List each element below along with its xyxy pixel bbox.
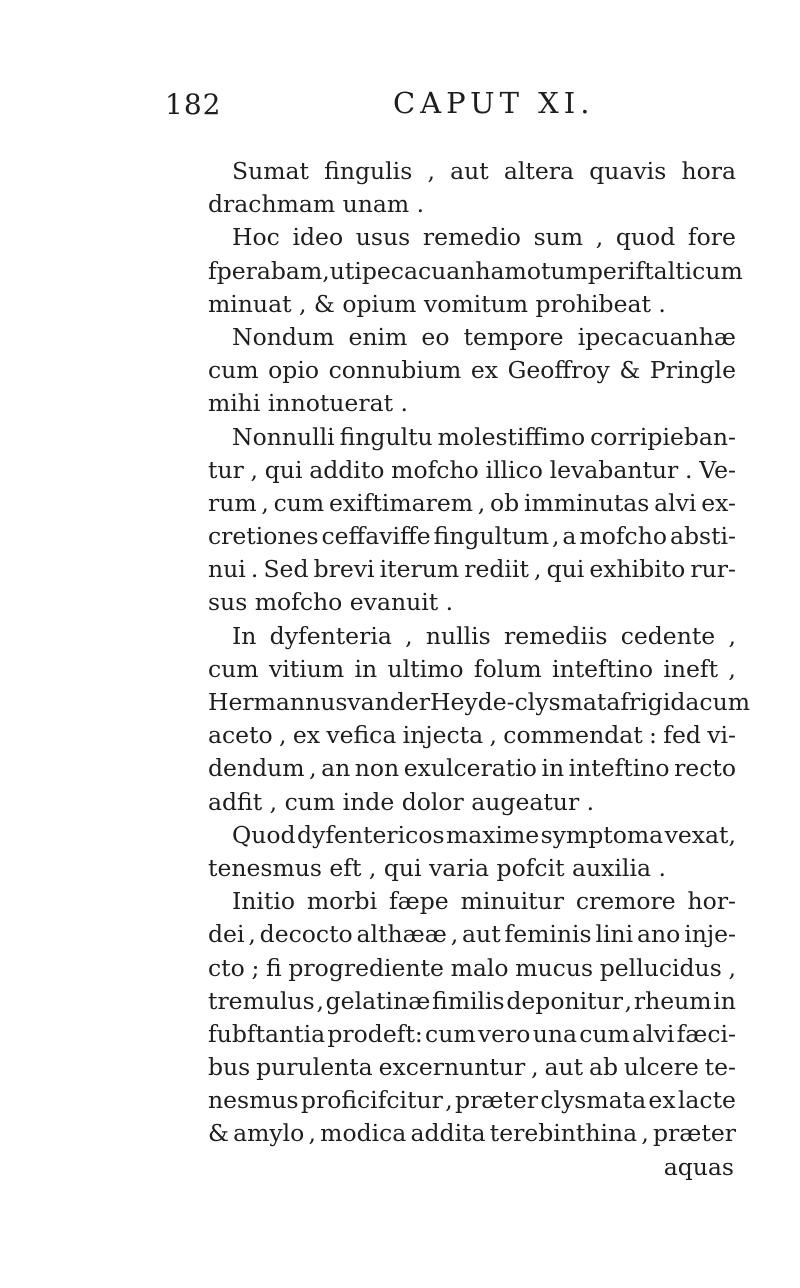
text-line: fubftantia prodeft: cum vero una cum alvi fæci-	[208, 1019, 736, 1048]
text-line: Hermannus van der Heyde-clysmata frigida cum	[208, 688, 751, 716]
text-line: Quod dyfentericos maxime symptoma vexat,	[232, 820, 736, 849]
page-number: 182	[165, 88, 222, 121]
text-line: minuat , & opium vomitum prohibeat .	[208, 289, 666, 318]
text-line: bus purulenta excernuntur , aut ab ulcere te-	[208, 1053, 736, 1082]
text-line: aceto , ex vefica injecta , commendat : fed vi-	[208, 721, 736, 750]
text-line: nui . Sed brevi iterum rediit , qui exhibito rur-	[208, 555, 736, 584]
text-line: & amylo , modica addita terebinthina , præter	[208, 1119, 736, 1148]
text-line: sus mofcho evanuit .	[208, 588, 454, 617]
text-line: mihi innotuerat .	[208, 389, 408, 418]
text-line: cum opio connubium ex Geoffroy & Pringle	[208, 356, 736, 385]
text-line: Sumat fingulis , aut altera quavis hora	[232, 157, 736, 185]
text-line: cto ; fi progrediente malo mucus pellucidus ,	[208, 953, 736, 982]
text-line: cum vitium in ultimo folum inteftino ineft ,	[208, 654, 736, 683]
text-line: drachmam unam .	[208, 190, 425, 219]
text-line: Nondum enim eo tempore ipecacuanhæ	[232, 322, 736, 351]
text-line: dei , decocto althææ , aut feminis lini ano inje-	[208, 920, 736, 949]
text-line: cretiones ceffaviffe fingultum , a mofcho absti-	[208, 522, 736, 551]
text-line: aquas	[663, 1152, 734, 1181]
text-line: fperabam , ut ipecacuanha motum periftalticum	[208, 256, 743, 285]
running-head: CAPUT XI.	[393, 86, 595, 120]
text-line: In dyfenteria , nullis remediis cedente ,	[232, 621, 736, 650]
text-line: dendum , an non exulceratio in inteftino recto	[208, 754, 736, 783]
text-line: adfit , cum inde dolor augeatur .	[208, 787, 595, 816]
text-line: rum , cum exiftimarem , ob imminutas alvi ex-	[208, 488, 736, 517]
text-line: Initio morbi fæpe minuitur cremore hor-	[232, 887, 736, 916]
text-line: Hoc ideo usus remedio sum , quod fore	[232, 223, 736, 252]
text-line: nesmus proficifcitur , præter clysmata ex lacte	[208, 1086, 736, 1115]
page-header	[0, 88, 800, 128]
text-line: tenesmus eft , qui varia pofcit auxilia .	[208, 853, 666, 882]
text-line: tremulus , gelatinæ fimilis deponitur , rheum in	[208, 986, 736, 1015]
text-line: tur , qui addito mofcho illico levabantur . Ve-	[208, 455, 736, 484]
body-text	[208, 155, 751, 1184]
text-line: Nonnulli fingultu molestiffimo corripieban-	[232, 422, 736, 451]
